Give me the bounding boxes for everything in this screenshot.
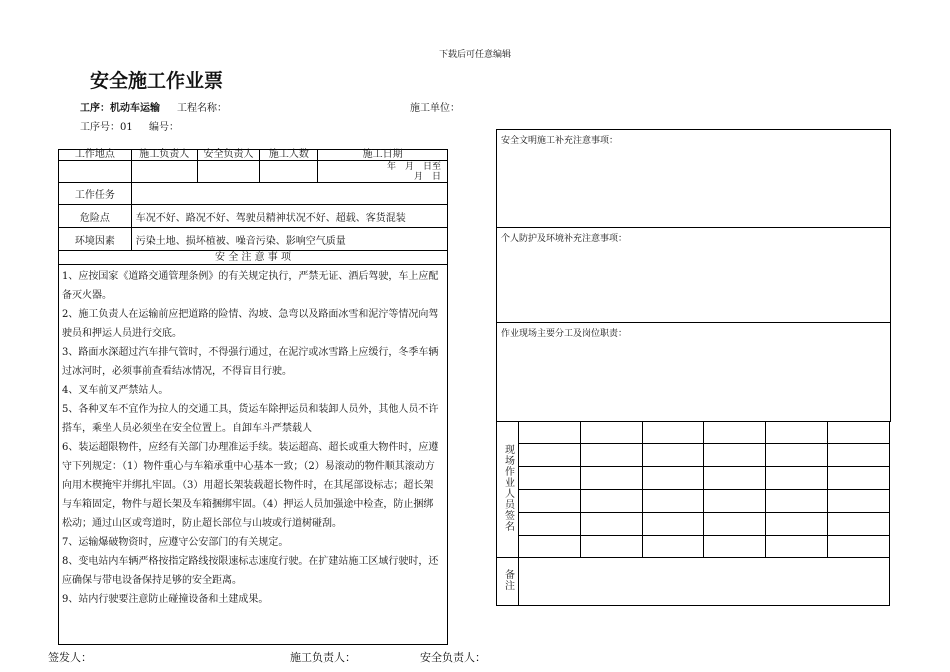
row-value-task[interactable]: [131, 183, 447, 205]
row-environment: [59, 228, 448, 251]
cell-headcount[interactable]: [260, 161, 318, 183]
signature-slot[interactable]: [828, 490, 890, 513]
signature-slot[interactable]: [828, 536, 890, 558]
row-label-hazard: 危险点: [59, 205, 132, 228]
signature-slot[interactable]: [704, 490, 766, 513]
page-title: 安全施工作业票: [90, 70, 224, 92]
notes-list: [59, 265, 448, 645]
notes-title: 安 全 注 意 事 项: [59, 251, 448, 265]
signature-slot[interactable]: [518, 422, 580, 444]
col-header-construction-lead: 施工负责人: [131, 150, 197, 161]
row-hazard: [59, 205, 448, 228]
cell-date[interactable]: [318, 161, 448, 183]
signature-slot[interactable]: [766, 513, 828, 536]
work-ticket-table: [58, 149, 448, 645]
signature-slot[interactable]: [828, 444, 890, 467]
cell-location[interactable]: [59, 161, 132, 183]
signature-slot[interactable]: [518, 444, 580, 467]
personal-protection-label: 个人防护及环境补充注意事项：: [501, 234, 628, 244]
row-label-task: 工作任务: [59, 183, 132, 205]
date-line-2: 月 日: [413, 171, 441, 182]
construction-lead-sign-label: 施工负责人：: [290, 651, 356, 664]
duties-box[interactable]: [496, 322, 891, 422]
signature-slot[interactable]: [580, 444, 642, 467]
signature-slot[interactable]: [580, 536, 642, 558]
signature-slot[interactable]: [642, 467, 704, 490]
signature-slot[interactable]: [580, 467, 642, 490]
signature-label-cell: [497, 422, 519, 558]
remark-label-cell: [497, 558, 519, 606]
note-item: 3、路面水深超过汽车排气管时，不得强行通过，在泥泞或冰雪路上应缓行，冬季车辆过冰河时，必须事前查看结冰情况，不得盲目行驶。: [62, 347, 439, 377]
cell-construction-lead[interactable]: [131, 161, 197, 183]
note-item: 1、应按国家《道路交通管理条例》的有关规定执行，严禁无证、酒后驾驶，车上应配备灭火器。: [62, 271, 439, 301]
signature-slot[interactable]: [518, 490, 580, 513]
note-item: 4、叉车前叉严禁站人。: [62, 385, 169, 396]
row-value-hazard: 车况不好、路况不好、驾驶员精神状况不好、超载、客货混装: [131, 205, 447, 228]
duties-label: 作业现场主要分工及岗位职责：: [501, 329, 628, 339]
signature-slot[interactable]: [642, 422, 704, 444]
signature-slot[interactable]: [766, 536, 828, 558]
note-item: 5、各种叉车不宜作为拉人的交通工具，货运车除押运员和装卸人员外，其他人员不许搭车，乘坐人员必须坐在安全位置上。自卸车斗严禁载人: [62, 404, 439, 434]
signature-slot[interactable]: [642, 444, 704, 467]
signature-slot[interactable]: [766, 422, 828, 444]
signature-slot[interactable]: [704, 422, 766, 444]
signature-slot[interactable]: [828, 513, 890, 536]
signature-table: [496, 421, 890, 606]
signature-slot[interactable]: [704, 467, 766, 490]
civilized-construction-box[interactable]: [496, 129, 891, 228]
signature-slot[interactable]: [642, 536, 704, 558]
note-item: 2、施工负责人在运输前应把道路的险情、沟坡、急弯以及路面冰雪和泥泞等情况向驾驶员和押运人员进行交底。: [62, 309, 439, 339]
civilized-construction-label: 安全文明施工补充注意事项：: [501, 136, 619, 146]
row-notes: [59, 265, 448, 645]
construction-unit-label: 施工单位：: [410, 103, 460, 114]
issuer-label: 签发人：: [48, 651, 92, 664]
signature-slot[interactable]: [642, 490, 704, 513]
signature-slot[interactable]: [828, 467, 890, 490]
signature-slot[interactable]: [642, 513, 704, 536]
col-header-date: 施工日期: [318, 150, 448, 161]
row-label-environment: 环境因素: [59, 228, 132, 251]
signature-slot[interactable]: [766, 467, 828, 490]
remark-field[interactable]: [518, 558, 889, 606]
note-item: 8、变电站内车辆严格按指定路线按限速标志速度行驶。在扩建站施工区域行驶时，还应确保与带电设备保持足够的安全距离。: [62, 556, 439, 586]
safety-lead-sign-label: 安全负责人：: [420, 651, 486, 664]
watermark-text: 下载后可任意编辑: [438, 50, 511, 60]
process-label: 工序：机动车运输: [80, 103, 160, 114]
signature-slot[interactable]: [766, 444, 828, 467]
date-line-1: 年 月 日至: [386, 161, 441, 172]
signature-slot[interactable]: [766, 490, 828, 513]
personal-protection-box[interactable]: [496, 227, 891, 323]
project-name-label: 工程名称：: [177, 103, 227, 114]
process-number-label: 工序号：01: [80, 122, 133, 133]
signature-slot[interactable]: [704, 513, 766, 536]
col-header-location: 工作地点: [59, 150, 132, 161]
signature-slot[interactable]: [518, 513, 580, 536]
row-task: [59, 183, 448, 205]
row-notes-title: [59, 251, 448, 265]
col-header-safety-lead: 安全负责人: [197, 150, 260, 161]
document-number-label: 编号：: [149, 122, 179, 133]
col-header-headcount: 施工人数: [260, 150, 318, 161]
signature-slot[interactable]: [704, 536, 766, 558]
signature-slot[interactable]: [828, 422, 890, 444]
cell-safety-lead[interactable]: [197, 161, 260, 183]
note-item: 7、运输爆破物资时，应遵守公安部门的有关规定。: [62, 537, 289, 548]
signature-slot[interactable]: [580, 490, 642, 513]
signature-slot[interactable]: [704, 444, 766, 467]
remark-label: 备注: [502, 568, 514, 591]
signature-slot[interactable]: [580, 513, 642, 536]
signature-slot[interactable]: [518, 467, 580, 490]
signature-label: 现场作业人员签名: [502, 443, 514, 532]
signature-slot[interactable]: [580, 422, 642, 444]
table-value-row: [59, 161, 448, 183]
note-item: 6、装运超限物件，应经有关部门办理准运手续。装运超高、超长或重大物件时，应遵守下列规定：（1）物件重心与车箱承重中心基本一致；（2）易滚动的物件顺其滚动方向用木楔掩牢并绑扎牢固。（3）用超长架装载超长物件时，在其尾部设标志；超长架与车箱固定，物件与超长架及车箱捆绑牢固。（4）押运人员加强途中检查，防止捆绑松动；通过山区或弯道时，防止超长部位与山坡或行道树碰刮。: [62, 442, 439, 529]
signature-slot[interactable]: [518, 536, 580, 558]
table-header-row: [59, 150, 448, 161]
row-value-environment: 污染土地、损坏植被、噪音污染、影响空气质量: [131, 228, 447, 251]
note-item: 9、站内行驶要注意防止碰撞设备和土建成果。: [62, 594, 269, 605]
